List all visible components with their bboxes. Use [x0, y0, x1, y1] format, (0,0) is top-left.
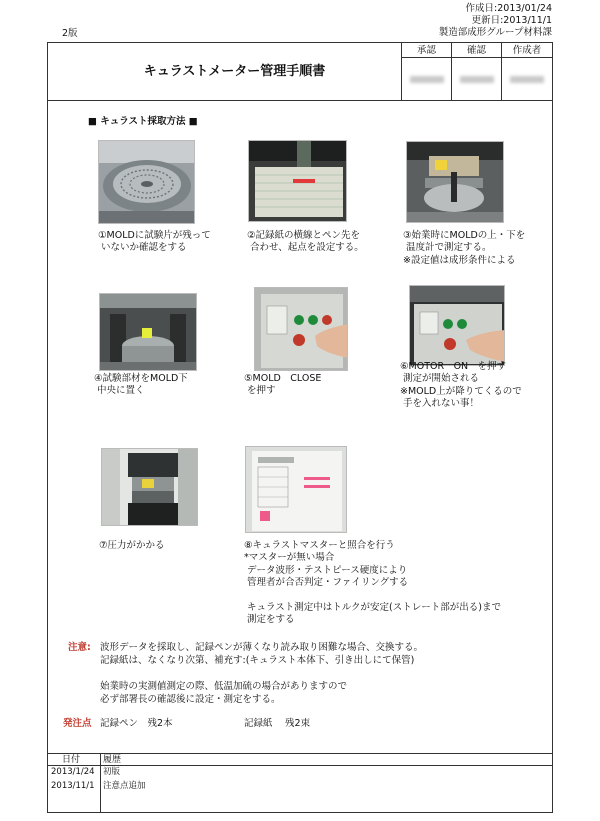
stamp-label: 確認 — [452, 43, 501, 58]
stamp-seal — [410, 76, 444, 83]
note-line: 記録紙は、なくなり次第、補充す:(キュラスト本体下、引き出しにて保管) — [100, 655, 415, 666]
stamp-seal — [510, 76, 544, 83]
stamp-label: 作成者 — [502, 43, 552, 58]
updated-date: 更新日:2013/11/1 — [471, 15, 552, 26]
order-point-paper: 記録紙 残2束 — [244, 718, 311, 729]
history-row-date: 2013/11/1 — [51, 781, 95, 791]
created-date: 作成日:2013/01/24 — [465, 3, 552, 14]
step-caption-7: ⑦圧力がかかる — [99, 540, 165, 551]
photo-master-chart — [245, 446, 347, 533]
order-point-pen: 記録ペン 残2本 — [100, 718, 173, 729]
photo-panel-close — [254, 287, 348, 371]
step-caption-5: ⑤MOLD CLOSE を押す — [244, 373, 322, 397]
order-point-label: 発注点 — [63, 718, 92, 729]
photo-thermometer — [406, 141, 504, 223]
history-col-date: 日付 — [62, 755, 81, 765]
history-divider — [100, 753, 101, 813]
history-row-text: 注意点追加 — [103, 781, 146, 791]
department: 製造部成形グループ材料課 — [438, 27, 552, 38]
history-top-rule — [48, 753, 552, 754]
step-caption-4: ④試験部材をMOLD下 中央に置く — [94, 373, 188, 397]
history-row-text: 初版 — [103, 767, 121, 777]
stamp-author — [501, 43, 552, 101]
history-row-date: 2013/1/24 — [51, 767, 95, 777]
document-title: キュラストメーター管理手順書 — [143, 64, 326, 80]
step-caption-3: ③始業時にMOLDの上・下を 温度計で測定する。 ※設定値は成形条件による — [403, 230, 526, 266]
photo-pressure — [101, 448, 198, 526]
photo-mold-plate — [98, 140, 195, 224]
stamp-label: 承認 — [402, 43, 451, 58]
step-caption-1: ①MOLDに試験片が残って いないか確認をする — [98, 230, 211, 254]
step-caption-2: ②記録紙の横線とペン先を 合わせ、起点を設定する。 — [247, 230, 364, 254]
photo-sample-on-mold — [99, 293, 197, 371]
note-line: 必ず部署長の確認後に設定・測定をする。 — [100, 694, 281, 705]
section-title: ■ キュラスト採取方法 ■ — [88, 116, 198, 127]
header-block — [48, 43, 552, 101]
note-line: 始業時の実測値測定の際、低温加硫の場合がありますので — [100, 681, 348, 692]
stamp-approval — [401, 43, 451, 101]
document-sheet — [47, 42, 553, 813]
stamp-seal — [460, 76, 494, 83]
note-line: 波形データを採取し、記録ペンが薄くなり読み取り困難な場合、交換する。 — [100, 642, 424, 653]
history-header-rule — [48, 765, 552, 766]
note-label: 注意: — [68, 642, 91, 653]
step-caption-8: ⑧キュラストマスターと照合を行う *マスターが無い場合 データ波形・テストピース硬度により 管理者が合否判定・ファイリングする キュラスト測定中はトルクが安定(ストレート部が出る)まで 測定をする — [244, 540, 501, 626]
photo-panel-motor — [409, 285, 505, 366]
stamp-check — [451, 43, 501, 101]
photo-recorder-paper — [248, 140, 347, 222]
step-caption-6: ⑥MOTOR ON を押す 測定が開始される ※MOLD上が降りてくるので 手を入れない事！ — [400, 361, 522, 410]
history-col-history: 履歴 — [103, 755, 122, 765]
version-label: 2版 — [62, 28, 78, 39]
